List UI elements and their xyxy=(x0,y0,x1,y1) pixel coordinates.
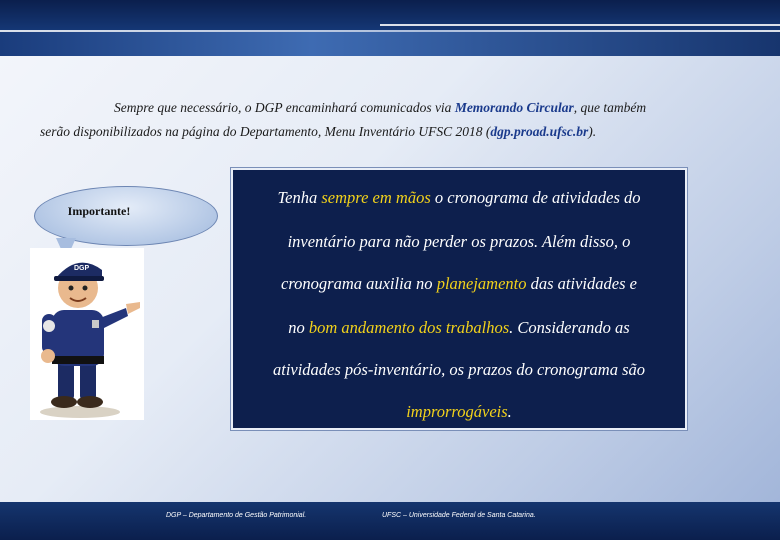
memorando-highlight: Memorando Circular xyxy=(454,100,574,115)
header-shade xyxy=(0,32,780,56)
footer-left: DGP – Departamento de Gestão Patrimonial. xyxy=(166,512,307,519)
highlight-text: sempre em mãos xyxy=(321,188,431,207)
intro-paragraph xyxy=(40,96,740,144)
intro-text: Sempre que necessário, o DGP encaminhará comunicados via xyxy=(114,100,455,115)
guard-cap-text: DGP xyxy=(74,265,90,272)
header-stripe xyxy=(0,30,780,32)
speech-bubble-label: Importante! xyxy=(67,204,131,218)
intro-text: serão disponibilizados na página do Departamento, Menu Inventário UFSC 2018 ( xyxy=(40,124,491,139)
footer-right: UFSC – Universidade Federal de Santa Catarina. xyxy=(382,512,536,519)
panel-line: no bom andamento dos trabalhos. Considerando as xyxy=(288,318,630,337)
header-stripe xyxy=(380,24,780,26)
important-panel xyxy=(231,168,687,430)
highlight-text: bom andamento dos trabalhos xyxy=(308,318,510,337)
intro-text: ). xyxy=(588,124,597,139)
website-link[interactable]: dgp.proad.ufsc.br xyxy=(490,124,589,139)
footer-band xyxy=(0,502,780,540)
panel-line: atividades pós-inventário, os prazos do cronograma são xyxy=(272,360,645,379)
intro-text: , que também xyxy=(573,100,647,115)
highlight-text: planejamento xyxy=(436,274,527,293)
panel-line: improrrogáveis. xyxy=(406,402,512,421)
panel-line: cronograma auxilia no planejamento das atividades e xyxy=(281,274,637,293)
security-guard-icon xyxy=(30,248,144,420)
panel-line: Tenha sempre em mãos o cronograma de atividades do xyxy=(277,188,641,207)
guard-illustration xyxy=(30,248,144,420)
header-band xyxy=(0,0,780,56)
panel-line: inventário para não perder os prazos. Além disso, o xyxy=(287,232,631,251)
highlight-text: improrrogáveis xyxy=(406,402,508,421)
